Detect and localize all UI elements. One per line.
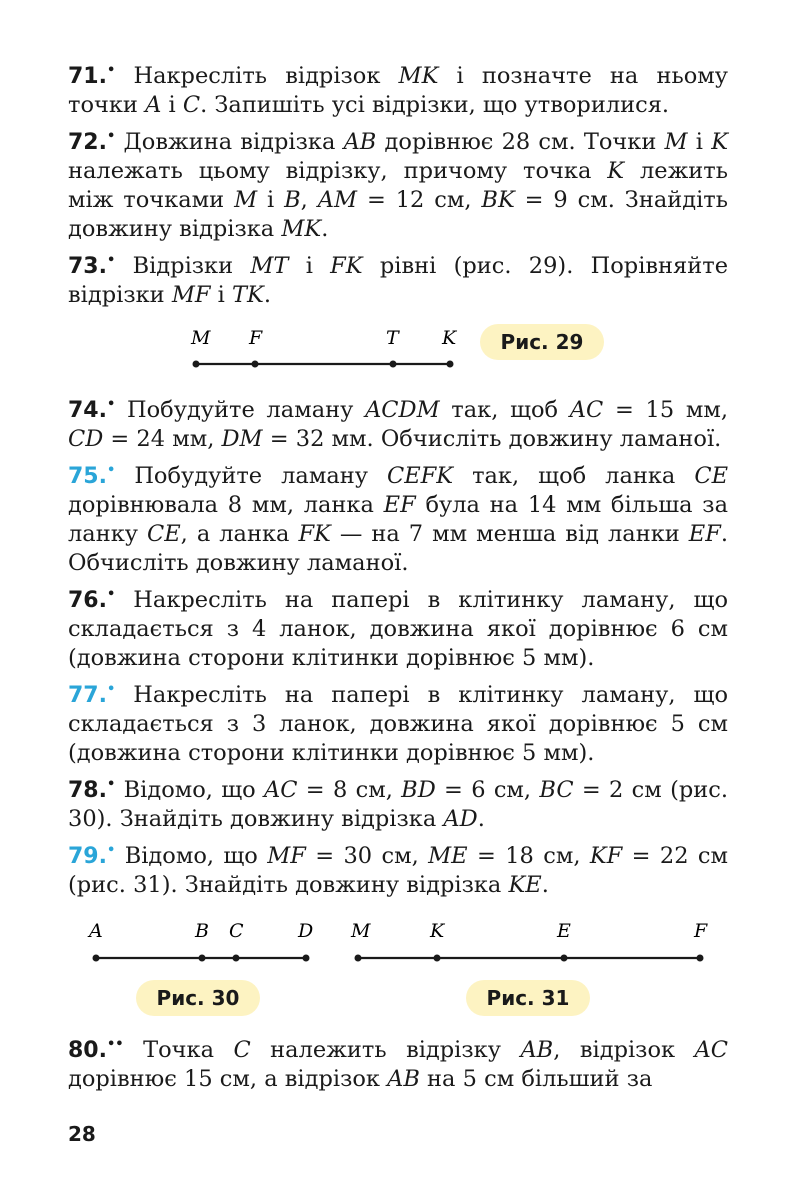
problem-number: 75.•	[68, 463, 116, 489]
problem-76: 76.• Накресліть на папері в клітинку ламану, що складається з 4 ланок, довжина якої дорівнює 6 см (довжина сторони клітинки дорівнює 5 мм).	[68, 587, 729, 671]
label-t: T	[386, 327, 399, 349]
figure-30-caption: Рис. 30	[136, 980, 260, 1016]
problem-number: 73.•	[68, 253, 116, 279]
point-a	[93, 955, 100, 962]
problem-number: 74.•	[68, 397, 116, 423]
label-f: F	[694, 920, 708, 942]
label-e: E	[557, 920, 571, 942]
problem-75: 75.• Побудуйте ламану CEFK так, щоб ланка CE дорівнювала 8 мм, ланка EF була на 14 мм більша за ланку CE, а ланка FK — на 7 мм менша від ланки EF. Обчисліть довжину ламаної.	[68, 463, 728, 576]
point-m	[355, 955, 362, 962]
problem-number: 77.•	[68, 682, 116, 708]
point-f	[697, 955, 704, 962]
problem-number: 80.••	[68, 1037, 124, 1063]
problem-80: 80.•• Точка C належить відрізку AB, відрізок AC дорівнює 15 см, а відрізок AB на 5 см більший за	[68, 1037, 729, 1092]
problem-number: 79.•	[68, 843, 116, 869]
point-e	[561, 955, 568, 962]
label-d: D	[298, 920, 314, 942]
problem-number: 76.•	[68, 587, 116, 613]
point-k	[434, 955, 441, 962]
point-m	[193, 361, 200, 368]
point-c	[233, 955, 240, 962]
point-d	[303, 955, 310, 962]
point-f	[252, 361, 259, 368]
point-k	[447, 361, 454, 368]
label-a: A	[89, 920, 103, 942]
label-m: M	[351, 920, 371, 942]
figure-30-diagram	[87, 920, 313, 962]
point-t	[390, 361, 397, 368]
problem-73: 73.• Відрізки MT і FK рівні (рис. 29). Порівняйте відрізки MF і TK.	[68, 253, 729, 308]
figures-30-31-diagram	[68, 916, 728, 976]
problem-72: 72.• Довжина відрізка AB дорівнює 28 см. Точки M і K належать цьому відрізку, причому точка K лежить між точками M і B, AM = 12 см, BK = 9 см. Знайдіть довжину відрізка MK.	[68, 129, 728, 242]
label-k: K	[430, 920, 445, 942]
problem-77: 77.• Накресліть на папері в клітинку ламану, що складається з 3 ланок, довжина якої дорівнює 5 см (довжина сторони клітинки дорівнює 5 мм).	[68, 682, 729, 766]
label-b: B	[195, 920, 209, 942]
figure-29	[68, 312, 728, 390]
problem-79: 79.• Відомо, що MF = 30 см, ME = 18 см, KF = 22 см (рис. 31). Знайдіть довжину відрізка KE.	[68, 843, 728, 898]
figures-30-31	[68, 902, 728, 1030]
problem-number: 72.•	[68, 129, 116, 155]
page-number: 28	[68, 1122, 96, 1146]
figure-31-caption: Рис. 31	[466, 980, 590, 1016]
problem-71: 71.• Накресліть відрізок MK і позначте на ньому точки A і C. Запишіть усі відрізки, що утворилися.	[68, 63, 728, 118]
point-b	[199, 955, 206, 962]
textbook-page	[68, 56, 728, 1096]
label-m: M	[191, 327, 211, 349]
label-k: K	[442, 327, 457, 349]
figure-31-diagram	[350, 920, 708, 962]
problem-number: 78.•	[68, 777, 116, 803]
problem-74: 74.• Побудуйте ламану ACDM так, щоб AC = 15 мм, CD = 24 мм, DM = 32 мм. Обчисліть довжину ламаної.	[68, 397, 728, 452]
label-f: F	[249, 327, 263, 349]
figure-29-caption: Рис. 29	[480, 324, 604, 360]
problem-number: 71.•	[68, 63, 116, 89]
label-c: C	[229, 920, 244, 942]
problem-78: 78.• Відомо, що AC = 8 см, BD = 6 см, BC = 2 см (рис. 30). Знайдіть довжину відрізка AD.	[68, 777, 728, 832]
